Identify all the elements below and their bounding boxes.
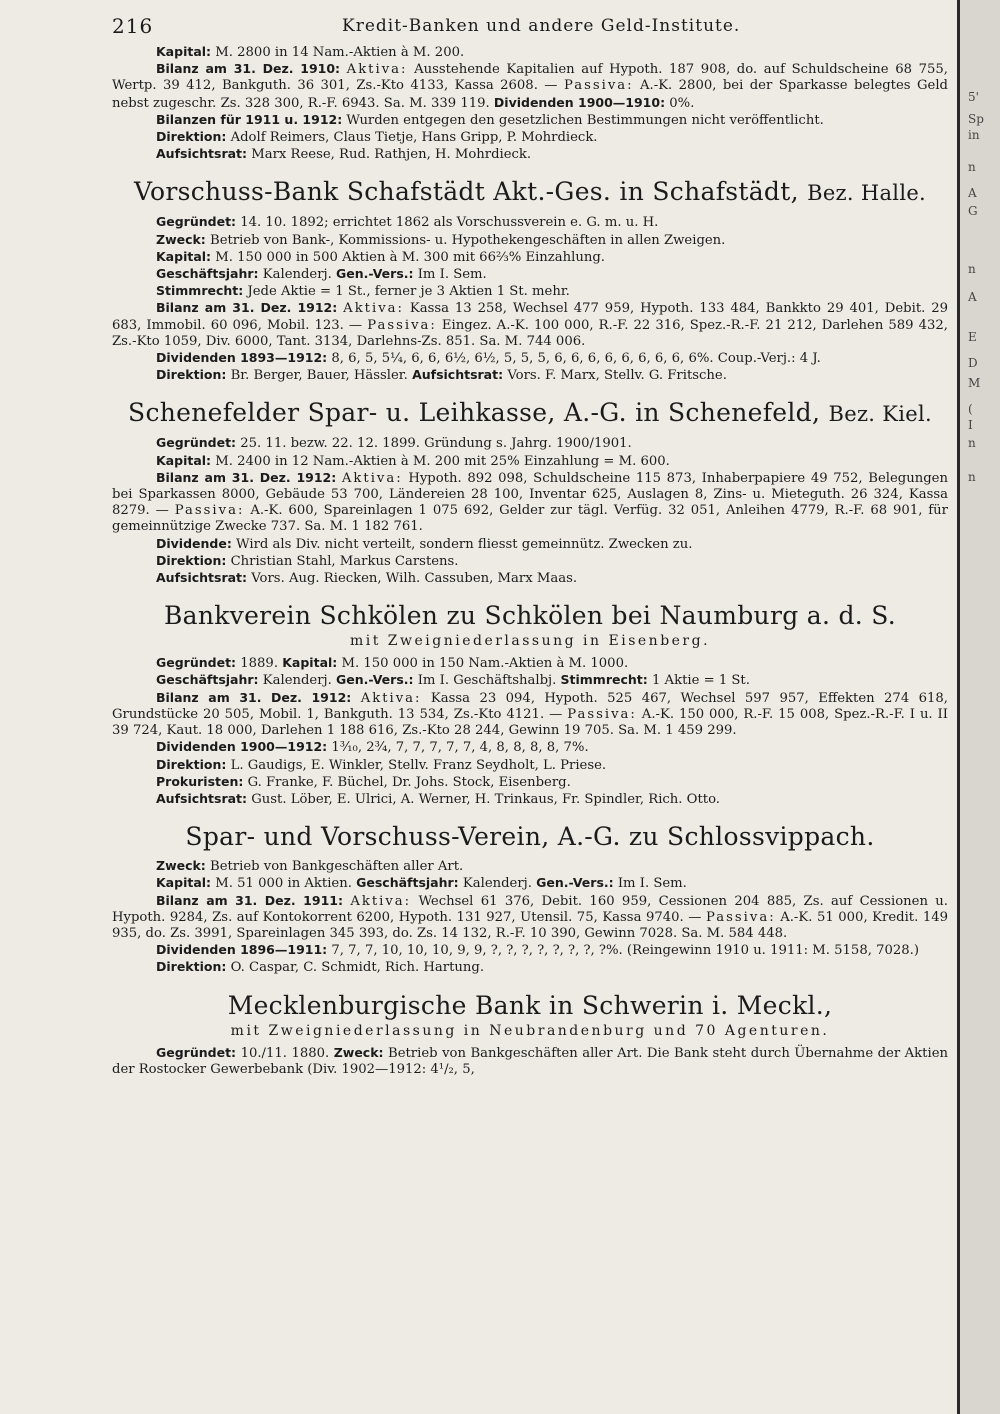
entry-line: Gegründet: 1889. Kapital: M. 150 000 in 150 Nam.-Aktien à M. 1000. [156,655,629,672]
edge-fragment: A [968,186,977,200]
entry-line: Stimmrecht: Jede Aktie = 1 St., ferner je 3 Aktien 1 St. mehr. [156,283,570,300]
entry-line: Direktion: Br. Berger, Bauer, Hässler. Aufsichtsrat: Vors. F. Marx, Stellv. G. Fritsche. [156,367,727,384]
entry-line: Direktion: Adolf Reimers, Claus Tietje, Hans Gripp, P. Mohrdieck. [156,129,598,146]
entry-line: Direktion: Christian Stahl, Markus Carstens. [156,552,459,569]
entry-title: Vorschuss-Bank Schafstädt Akt.-Ges. in Schafstädt, Bez. Halle. [133,177,927,207]
entry-line: Bilanzen für 1911 u. 1912: Wurden entgegen den gesetzlichen Bestimmungen nicht veröffentlicht. [156,111,824,128]
entry-line: Bilanz am 31. Dez. 1912: Aktiva: Hypoth. 892 098, Schuldscheine 115 873, Inhaberpapiere 49 752, Belegungen bei Sparkassen 8000, Gebäude 53 700, Ländereien 28 100, Inventar 625, Auslagen 8, Zins- u. Mieteguth. 26 324, Kassa 8279. — Passiva: A.-K. 600, Spareinlagen 1 075 692, Gelder zur tägl. Verfüg. 32 051, Anleihen 4779, R.-F. 68 901, für gemeinnützige Zwecke 737. Sa. M. 1 182 761. [112,469,948,535]
edge-fragment: E [968,330,977,344]
edge-fragment: in [968,128,980,142]
entry-title: Spar- und Vorschuss-Verein, A.-G. zu Schlossvippach. [185,822,875,852]
edge-fragment: I [968,418,973,432]
entry-schenefelder-spar-leihkasse [112,398,948,587]
entry-vorschuss-bank-schafstaedt [112,177,948,384]
entry-line: Kapital: M. 150 000 in 500 Aktien à M. 300 mit 66⅔% Einzahlung. [156,248,605,265]
entry-subtitle: mit Zweigniederlassung in Neubrandenburg und 70 Agenturen. [230,1022,830,1039]
entry-line: Direktion: O. Caspar, C. Schmidt, Rich. Hartung. [156,959,485,976]
entry-line: Bilanz am 31. Dez. 1912: Aktiva: Kassa 13 258, Wechsel 477 959, Hypoth. 133 484, Bankkto 29 401, Debit. 29 683, Immobil. 60 096, Mobil. 123. — Passiva: Eingez. A.-K. 100 000, R.-F. 22 316, Spez.-R.-F. 21 212, Darlehen 589 432, Zs.-Kto 1059, Div. 6000, Tant. 3134, Darlehns-Zs. 851. Sa. M. 744 006. [112,300,948,349]
page-content [112,14,948,1092]
entry-line: Zweck: Betrieb von Bank-, Kommissions- u. Hypothekengeschäften in allen Zweigen. [156,231,726,248]
running-title: Kredit-Banken und andere Geld-Institute. [342,16,741,36]
edge-fragment: Sp [968,112,984,126]
edge-fragment: ( [968,402,973,416]
edge-fragment: n [968,160,976,174]
adjacent-page-edge [957,0,1000,1414]
page-number: 216 [112,14,154,38]
edge-fragment: n [968,470,976,484]
entry-line: Bilanz am 31. Dez. 1912: Aktiva: Kassa 23 094, Hypoth. 525 467, Wechsel 597 957, Effekten 274 618, Grundstücke 20 505, Mobil. 1, Bankguth. 13 534, Zs.-Kto 4121. — Passiva: A.-K. 150 000, R.-F. 15 008, Spez.-R.-F. I u. II 39 724, Kaut. 18 000, Darlehen 1 188 616, Zs.-Kto 28 244, Gewinn 19 705. Sa. M. 1 459 299. [112,689,948,739]
entry-line: Gegründet: 10./11. 1880. Zweck: Betrieb von Bankgeschäften aller Art. Die Bank steht durch Übernahme der Aktien der Rostocker Gewerbebank (Div. 1902—1912: 4¹/₂, 5, [112,1044,948,1077]
entry-line: Bilanz am 31. Dez. 1910: Aktiva: Ausstehende Kapitalien auf Hypoth. 187 908, do. auf Schuldscheine 68 755, Wertp. 39 412, Bankguth. 36 301, Zs.-Kto 4133, Kassa 2608. — Passiva: A.-K. 2800, bei der Sparkasse belegtes Geld nebst zugeschr. Zs. 328 300, R.-F. 6943. Sa. M. 339 119. Dividenden 1900—1910: 0%. [112,61,948,111]
entry-line: Bilanz am 31. Dez. 1911: Aktiva: Wechsel 61 376, Debit. 160 959, Cessionen 204 885, Zs. auf Cessionen u. Hypoth. 9284, Zs. auf Kontokorrent 6200, Hypoth. 131 927, Utensil. 75, Kassa 9740. — Passiva: A.-K. 51 000, Kredit. 149 935, do. Zs. 3991, Spareinlagen 345 393, do. Zs. 14 132, R.-F. 10 390, Gewinn 7028. Sa. M. 584 448. [112,892,948,941]
entry-line: Zweck: Betrieb von Bankgeschäften aller Art. [156,858,464,875]
entry-line: Gegründet: 14. 10. 1892; errichtet 1862 als Vorschussverein e. G. m. u. H. [156,214,659,231]
edge-fragment: n [968,436,976,450]
entry-line: Dividenden 1896—1911: 7, 7, 7, 10, 10, 10, 9, 9, ?, ?, ?, ?, ?, ?, ?, ?%. (Reingewinn 1910 u. 1911: M. 5158, 7028.) [156,942,919,959]
entry-line: Kapital: M. 51 000 in Aktien. Geschäftsjahr: Kalenderj. Gen.-Vers.: Im I. Sem. [156,875,687,892]
entry-line: Direktion: L. Gaudigs, E. Winkler, Stellv. Franz Seydholt, L. Priese. [156,756,607,773]
entry-title: Schenefelder Spar- u. Leihkasse, A.-G. in Schenefeld, Bez. Kiel. [128,398,932,428]
entry-line: Aufsichtsrat: Gust. Löber, E. Ulrici, A. Werner, H. Trinkaus, Fr. Spindler, Rich. Otto. [156,790,720,807]
entry-continuation [112,44,948,163]
entry-mecklenburgische-bank [112,991,948,1078]
edge-fragment: A [968,290,977,304]
entry-line: Geschäftsjahr: Kalenderj. Gen.-Vers.: Im I. Sem. [156,266,487,283]
running-header [112,14,948,44]
edge-fragment: G [968,204,978,218]
entry-line: Aufsichtsrat: Vors. Aug. Riecken, Wilh. Cassuben, Marx Maas. [156,570,578,587]
edge-fragment: 5' [968,90,979,104]
edge-fragment: D [968,356,978,370]
entry-line: Aufsichtsrat: Marx Reese, Rud. Rathjen, H. Mohrdieck. [156,146,532,163]
entry-line: Kapital: M. 2400 in 12 Nam.-Aktien à M. 200 mit 25% Einzahlung = M. 600. [156,452,670,469]
entry-line: Dividenden 1893—1912: 8, 6, 5, 5¼, 6, 6, 6½, 6½, 5, 5, 5, 6, 6, 6, 6, 6, 6, 6, 6, 6%. Coup.-Verj.: 4 J. [156,350,821,367]
entry-title: Bankverein Schkölen zu Schkölen bei Naumburg a. d. S. [163,601,897,631]
entry-title: Mecklenburgische Bank in Schwerin i. Meckl., [227,990,833,1020]
entry-line: Gegründet: 25. 11. bezw. 22. 12. 1899. Gründung s. Jahrg. 1900/1901. [156,435,632,452]
entry-line: Prokuristen: G. Franke, F. Büchel, Dr. Johs. Stock, Eisenberg. [156,773,571,790]
entry-line: Dividenden 1900—1912: 1³⁄₁₀, 2³⁄₄, 7, 7, 7, 7, 7, 4, 8, 8, 8, 8, 7%. [156,739,589,756]
entry-bankverein-schkoelen [112,601,948,808]
edge-fragment: M [968,376,981,390]
entry-subtitle: mit Zweigniederlassung in Eisenberg. [349,633,711,650]
entry-spar-vorschuss-verein-schlossvippach [112,822,948,976]
entry-line: Kapital: M. 2800 in 14 Nam.-Aktien à M. 200. [156,44,465,60]
edge-fragment: n [968,262,976,276]
entry-line: Geschäftsjahr: Kalenderj. Gen.-Vers.: Im I. Geschäftshalbj. Stimmrecht: 1 Aktie = 1 St. [156,672,750,689]
entry-line: Dividende: Wird als Div. nicht verteilt, sondern fliesst gemeinnütz. Zwecken zu. [156,535,693,552]
